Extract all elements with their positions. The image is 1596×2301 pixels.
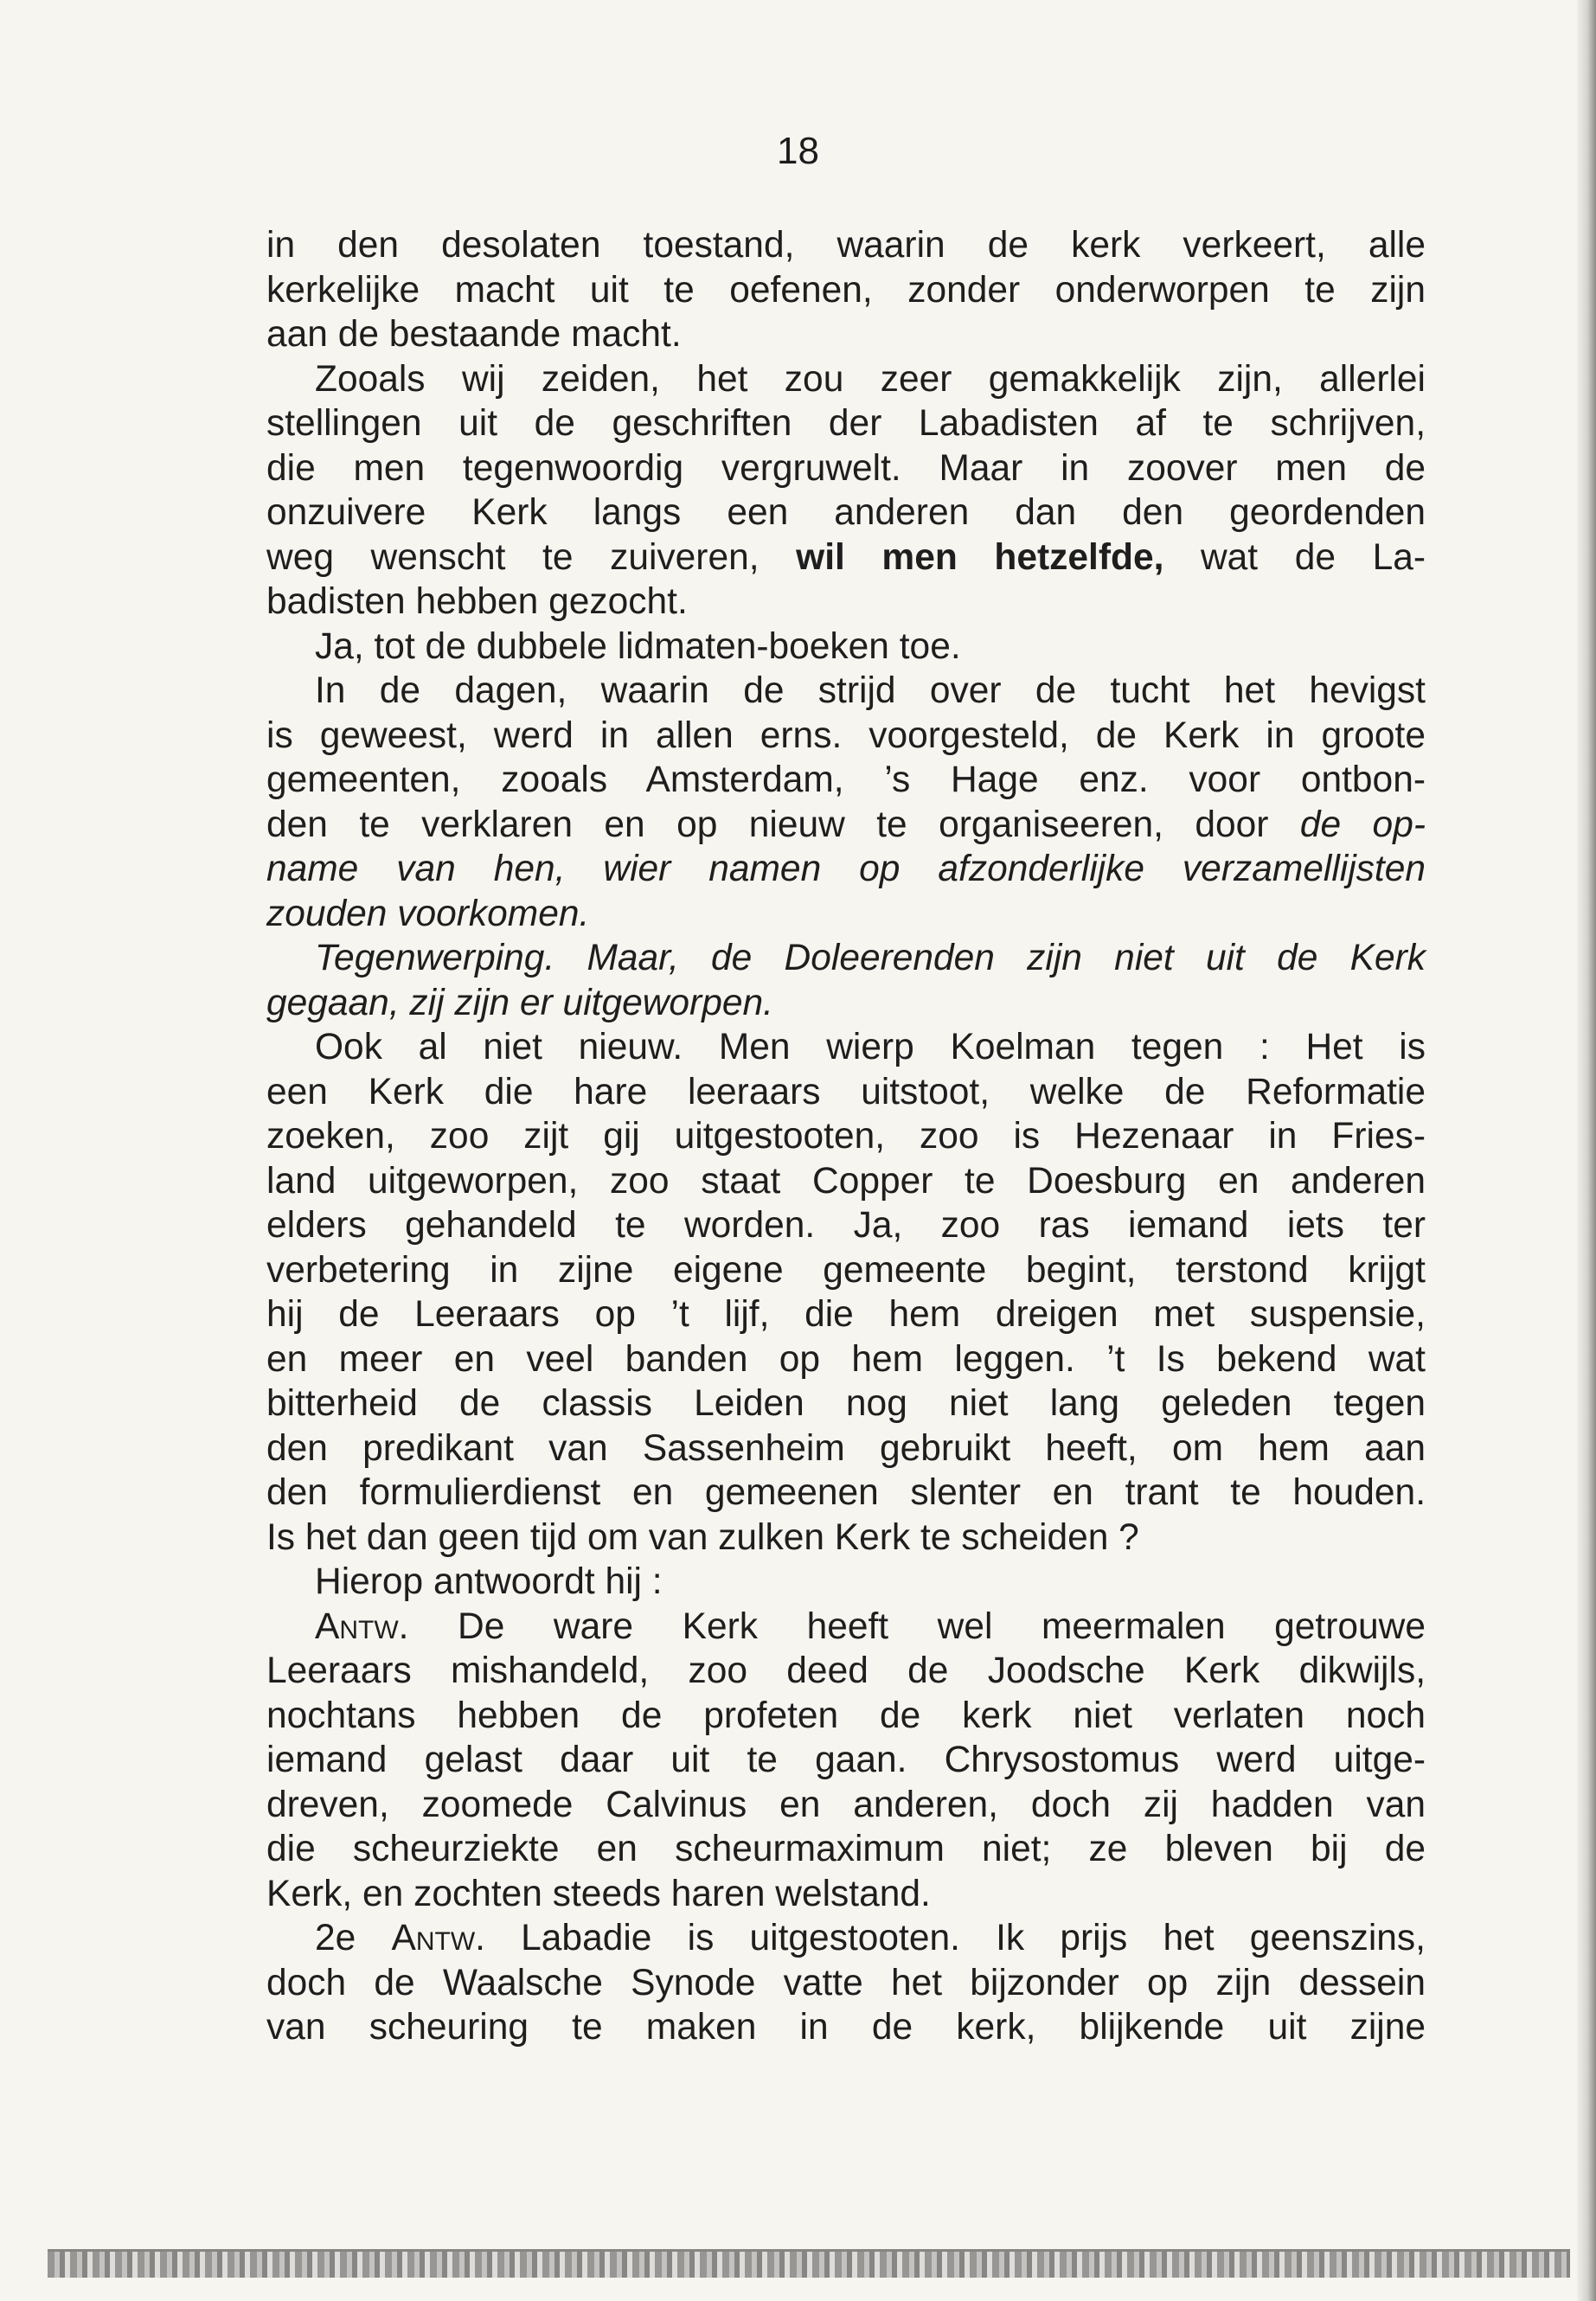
text-line: Leeraars mishandeld, zoo deed de Joodsche Kerk dikwijls,	[266, 1650, 1426, 1691]
text-line: Hierop antwoordt hij :	[315, 1561, 663, 1602]
text-line	[266, 535, 1426, 580]
text-line: aan de bestaande macht.	[266, 314, 682, 355]
text-line: iemand gelast daar uit te gaan. Chrysostomus werd uitge-	[266, 1740, 1426, 1780]
text-segment: den te verklaren en op nieuw te organiseeren, door	[266, 804, 1300, 845]
text-segment: Labadie is uitgestooten. Ik prijs het geenszins,	[484, 1918, 1426, 1958]
text-line: In de dagen, waarin de strijd over de tucht het hevigst	[315, 670, 1426, 711]
text-line	[266, 1605, 1426, 1650]
text-line	[266, 1916, 1426, 1961]
text-segment: weg wenscht te zuiveren,	[266, 536, 797, 578]
text-line: een Kerk die hare leeraars uitstoot, welke de Reformatie	[266, 1071, 1426, 1112]
text-line: die scheurziekte en scheurmaximum niet; ze bleven bij de	[266, 1829, 1426, 1869]
body-text	[266, 223, 1426, 2050]
text-line: land uitgeworpen, zoo staat Copper te Doesburg en anderen	[266, 1160, 1426, 1202]
text-line: stellingen uit de geschriften der Labadisten af te schrijven,	[266, 403, 1426, 444]
scan-bottom-border	[48, 2249, 1570, 2278]
text-line: doch de Waalsche Synode vatte het bijzonder op zijn dessein	[266, 1962, 1426, 2003]
text-line: van scheuring te maken in de kerk, blijkende uit zijne	[266, 2007, 1426, 2048]
text-line: Tegenwerping. Maar, de Doleerenden zijn niet uit de Kerk	[315, 938, 1426, 978]
text-segment: De ware Kerk heeft wel meermalen getrouwe	[408, 1606, 1426, 1647]
text-line: die men tegenwoordig vergruwelt. Maar in zoover men de	[266, 447, 1426, 489]
small-caps-label: Antw.	[391, 1918, 485, 1958]
italic-phrase: de op-	[1299, 804, 1426, 845]
text-line: hij de Leeraars op ’t lijf, die hem dreigen met suspensie,	[266, 1294, 1426, 1335]
page-number: 18	[777, 130, 819, 172]
text-line: is geweest, werd in allen erns. voorgesteld, de Kerk in groote	[266, 715, 1426, 756]
text-line: en meer en veel banden op hem leggen. ’t Is bekend wat	[266, 1338, 1426, 1380]
text-line: elders gehandeld te worden. Ja, zoo ras iemand iets ter	[266, 1205, 1426, 1246]
text-line: Ook al niet nieuw. Men wierp Koelman tegen : Het is	[315, 1027, 1426, 1067]
text-segment: wat de La-	[1163, 536, 1426, 578]
bold-phrase: wil men hetzelfde,	[796, 536, 1164, 578]
text-line: zoeken, zoo zijt gij uitgestooten, zoo is Hezenaar in Fries-	[266, 1116, 1426, 1157]
text-line: in den desolaten toestand, waarin de kerk verkeert, alle	[266, 225, 1426, 266]
text-line: gemeenten, zooals Amsterdam, ’s Hage enz. voor ontbon-	[266, 760, 1426, 800]
text-line: den predikant van Sassenheim gebruikt heeft, om hem aan	[266, 1427, 1426, 1469]
text-line: onzuivere Kerk langs een anderen dan den geordenden	[266, 492, 1426, 533]
text-line: name van hen, wier namen op afzonderlijke verzamellijsten	[266, 849, 1426, 889]
text-line: kerkelijke macht uit te oefenen, zonder onderworpen te zijn	[266, 269, 1426, 311]
small-caps-label: Antw.	[315, 1606, 409, 1647]
text-line: dreven, zoomede Calvinus en anderen, doch zij hadden van	[266, 1784, 1426, 1825]
text-line: verbetering in zijne eigene gemeente begint, terstond krijgt	[266, 1249, 1426, 1291]
text-line	[266, 803, 1426, 848]
text-line: Ja, tot de dubbele lidmaten-boeken toe.	[315, 625, 961, 667]
text-line: den formulierdienst en gemeenen slenter en trant te houden.	[266, 1472, 1426, 1513]
text-line: Is het dan geen tijd om van zulken Kerk te scheiden ?	[266, 1516, 1139, 1558]
page-edge-shadow	[1577, 0, 1596, 2301]
text-line: bitterheid de classis Leiden nog niet lang geleden tegen	[266, 1383, 1426, 1424]
text-line: Zooals wij zeiden, het zou zeer gemakkelijk zijn, allerlei	[315, 358, 1426, 400]
text-line: gegaan, zij zijn er uitgeworpen.	[266, 982, 773, 1023]
text-line: Kerk, en zochten steeds haren welstand.	[266, 1873, 931, 1914]
text-line: nochtans hebben de profeten de kerk niet verlaten noch	[266, 1695, 1426, 1736]
text-line: zouden voorkomen.	[266, 893, 590, 934]
text-line: badisten hebben gezocht.	[266, 581, 688, 622]
text-segment: 2e	[315, 1918, 392, 1958]
